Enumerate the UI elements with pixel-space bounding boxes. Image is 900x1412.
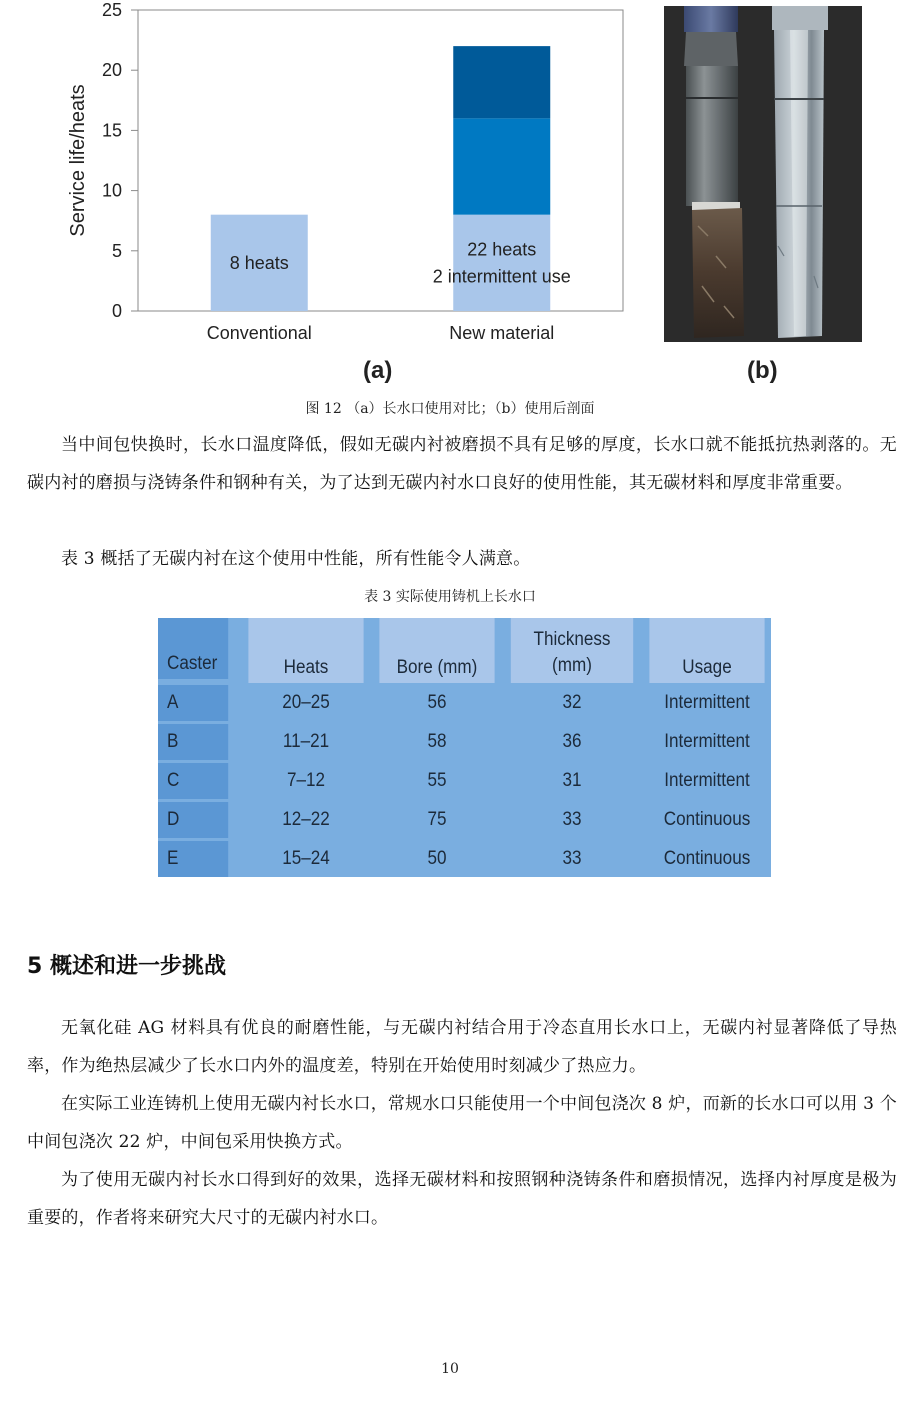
table-cell xyxy=(511,724,633,760)
table-header-text: Caster xyxy=(167,653,218,674)
figure-12-caption: 图 12 （a）长水口使用对比；（b）使用后剖面 xyxy=(305,401,595,417)
table-cell-text: D xyxy=(167,809,180,830)
table-3 xyxy=(158,618,771,877)
table-cell-text: Continuous xyxy=(663,848,751,869)
table-cell xyxy=(248,802,363,838)
table-header-cell xyxy=(248,618,363,683)
table-cell-text: 20–25 xyxy=(282,692,330,713)
table-cell-text: 33 xyxy=(562,848,582,869)
table-cell xyxy=(248,724,363,760)
bar-segment xyxy=(453,118,550,214)
table-cell xyxy=(158,763,228,799)
table-cell xyxy=(649,763,764,799)
service-life-bar-chart xyxy=(0,0,650,392)
table-header-text: Heats xyxy=(283,657,329,678)
table-header-text: Thickness (mm) xyxy=(533,629,611,676)
table-cell-text: 7–12 xyxy=(286,770,326,791)
y-tick-label: 25 xyxy=(101,0,122,20)
table-cell xyxy=(649,841,764,877)
bar-data-label: 22 heats xyxy=(467,239,537,260)
bar-segment xyxy=(453,215,550,311)
table-cell xyxy=(158,685,228,721)
table-cell-text: 11–21 xyxy=(282,731,330,752)
paragraph-3: 无氧化硅 AG 材料具有优良的耐磨性能，与无碳内衬结合用于冷态直用长水口上，无碳内衬显著降低了导热率，作为绝热层减少了长水口内外的温度差，特别在开始使用时刻减少了热应力。 xyxy=(27,1018,897,1076)
nozzle-section-photo xyxy=(664,6,862,342)
table-header-text: Usage xyxy=(682,657,732,678)
table-cell xyxy=(379,763,494,799)
table-cell-text: C xyxy=(167,770,180,791)
y-tick-label: 15 xyxy=(101,120,122,141)
table-cell xyxy=(511,802,633,838)
paragraph-2: 表 3 概括了无碳内衬在这个使用中性能，所有性能令人满意。 xyxy=(61,549,531,569)
paragraph-1: 当中间包快换时，长水口温度降低，假如无碳内衬被磨损不具有足够的厚度，长水口就不能抵抗热剥落的。无碳内衬的磨损与浇铸条件和钢种有关，为了达到无碳内衬水口良好的使用性能，其无碳材料和厚度非常重要。 xyxy=(27,435,897,493)
y-axis-label: Service life/heats xyxy=(67,84,89,237)
table-cell-text: 55 xyxy=(427,770,447,791)
table-cell xyxy=(158,802,228,838)
table-cell-text: 31 xyxy=(562,770,582,791)
y-tick-label: 20 xyxy=(101,60,122,81)
table-cell-text: Intermittent xyxy=(664,731,750,752)
panel-b-label: (b) xyxy=(747,357,778,384)
table-cell-text: E xyxy=(167,848,179,869)
table-cell xyxy=(511,685,633,721)
table-header-cell xyxy=(379,618,494,683)
section-5-heading: 5 概述和进一步挑战 xyxy=(27,954,226,979)
bar-data-label: 2 intermittent use xyxy=(432,266,571,287)
bar-data-label: 8 heats xyxy=(229,252,289,273)
table-cell-text: A xyxy=(167,692,179,713)
table-cell xyxy=(511,841,633,877)
table-cell xyxy=(248,841,363,877)
table-cell xyxy=(248,685,363,721)
panel-a-label: (a) xyxy=(363,357,393,384)
table-cell-text: B xyxy=(167,731,179,752)
x-tick-label: Conventional xyxy=(206,323,312,343)
table-cell xyxy=(248,763,363,799)
table-cell xyxy=(158,841,228,877)
table-header-cell xyxy=(511,618,633,683)
page-number: 10 xyxy=(441,1361,459,1377)
table-cell-text: Intermittent xyxy=(664,692,750,713)
paragraph-4: 在实际工业连铸机上使用无碳内衬长水口，常规水口只能使用一个中间包浇次 8 炉，而新的长水口可以用 3 个中间包浇次 22 炉，中间包采用快换方式。 xyxy=(27,1094,897,1152)
table-cell-text: 56 xyxy=(427,692,447,713)
x-tick-label: New material xyxy=(449,323,555,343)
table-cell-text: 32 xyxy=(562,692,582,713)
table-cell-text: Intermittent xyxy=(664,770,750,791)
table-cell-text: 33 xyxy=(562,809,582,830)
table-cell xyxy=(649,685,764,721)
table-cell xyxy=(379,841,494,877)
table-cell xyxy=(379,724,494,760)
table-cell xyxy=(158,724,228,760)
paragraph-5: 为了使用无碳内衬长水口得到好的效果，选择无碳材料和按照钢种浇铸条件和磨损情况，选择内衬厚度是极为重要的，作者将来研究大尺寸的无碳内衬水口。 xyxy=(27,1170,897,1228)
bar-segment xyxy=(453,46,550,118)
table-cell-text: 58 xyxy=(427,731,447,752)
table-cell xyxy=(511,763,633,799)
table-cell-text: 12–22 xyxy=(282,809,330,830)
table-header-cell xyxy=(649,618,764,683)
table-cell xyxy=(649,802,764,838)
table-cell-text: 75 xyxy=(427,809,447,830)
y-tick-label: 5 xyxy=(111,240,122,261)
table-header-cell xyxy=(158,618,228,679)
table-3-caption: 表 3 实际使用铸机上长水口 xyxy=(364,589,536,605)
table-header-text: Bore (mm) xyxy=(396,657,478,678)
table-cell xyxy=(649,724,764,760)
y-tick-label: 10 xyxy=(101,180,122,201)
y-tick-label: 0 xyxy=(111,301,122,321)
table-cell-text: 36 xyxy=(562,731,582,752)
table-cell xyxy=(379,802,494,838)
table-cell-text: 15–24 xyxy=(282,848,330,869)
table-cell xyxy=(379,685,494,721)
table-cell-text: Continuous xyxy=(663,809,751,830)
table-cell-text: 50 xyxy=(427,848,447,869)
